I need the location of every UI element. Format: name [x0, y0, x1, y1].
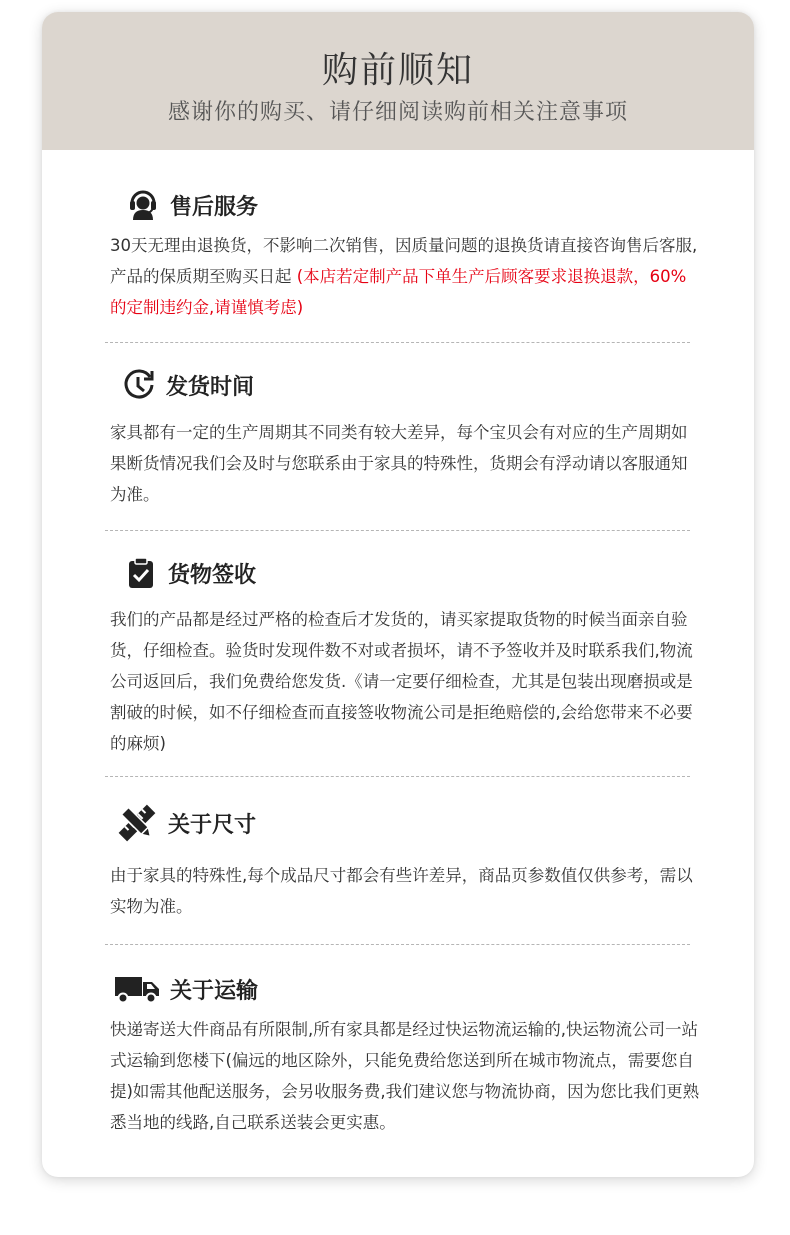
section-receipt-text [110, 604, 700, 759]
clipboard-check-icon [124, 556, 158, 590]
ruler-pencil-icon [116, 802, 158, 844]
section-transport-heading [114, 972, 258, 1006]
section-receipt-title: 货物签收 [168, 562, 257, 588]
divider [105, 776, 690, 777]
section-after-sales-title: 售后服务 [170, 194, 259, 220]
page-subtitle: 感谢你的购买、请仔细阅读购前相关注意事项 [167, 100, 628, 125]
section-dimensions-text [110, 860, 700, 922]
transport-body: 快递寄送大件商品有所限制,所有家具都是经过快运物流运输的,快运物流公司一站式运输到您楼下(偏远的地区除外，只能免费给您送到所在城市物流点，需要您自提)如需其他配送服务，会另收服务费,我们建议您与物流协商，因为您比我们更熟悉当地的线路,自己联系送装会更实惠。 [110, 1020, 700, 1132]
section-shipping-time-title: 发货时间 [166, 374, 255, 400]
custom-order-warning: (本店若定制产品下单生产后顾客要求退换退款，60%的定制违约金,请谨慎考虑) [110, 267, 687, 317]
section-after-sales-heading [126, 188, 258, 222]
section-receipt-heading [124, 556, 256, 590]
divider [105, 342, 690, 343]
divider [105, 530, 690, 531]
divider [105, 944, 690, 945]
section-shipping-time-heading [122, 368, 254, 402]
notice-header [42, 12, 754, 150]
receipt-body: 我们的产品都是经过严格的检查后才发货的，请买家提取货物的时候当面亲自验货，仔细检查。验货时发现件数不对或者损坏，请不予签收并及时联系我们,物流公司返回后，我们免费给您发货.《请一定要仔细检查，尤其是包装出现磨损或是割破的时候，如不仔细检查而直接签收物流公司是拒绝赔偿的,会给您带来不必要的麻烦) [110, 610, 693, 753]
section-transport-text [110, 1014, 700, 1138]
customer-service-icon [126, 188, 160, 222]
dimensions-body: 由于家具的特殊性,每个成品尺寸都会有些许差异，商品页参数值仅供参考，需以实物为准。 [110, 866, 693, 916]
purchase-notice-card [42, 12, 754, 1177]
section-dimensions-title: 关于尺寸 [168, 812, 257, 838]
page-title: 购前顺知 [321, 50, 474, 91]
section-after-sales-text [110, 230, 700, 323]
section-transport-title: 关于运输 [170, 978, 259, 1004]
section-dimensions-heading [116, 802, 256, 844]
shipping-time-body: 家具都有一定的生产周期其不同类有较大差异，每个宝贝会有对应的生产周期如果断货情况我们会及时与您联系由于家具的特殊性，货期会有浮动请以客服通知为准。 [110, 423, 688, 504]
clock-icon [122, 368, 156, 402]
truck-icon [114, 972, 160, 1006]
after-sales-body: 30天无理由退换货，不影响二次销售，因质量问题的退换货请直接咨询售后客服,产品的保质期至购买日起 [110, 236, 698, 286]
section-shipping-time-text [110, 417, 700, 510]
